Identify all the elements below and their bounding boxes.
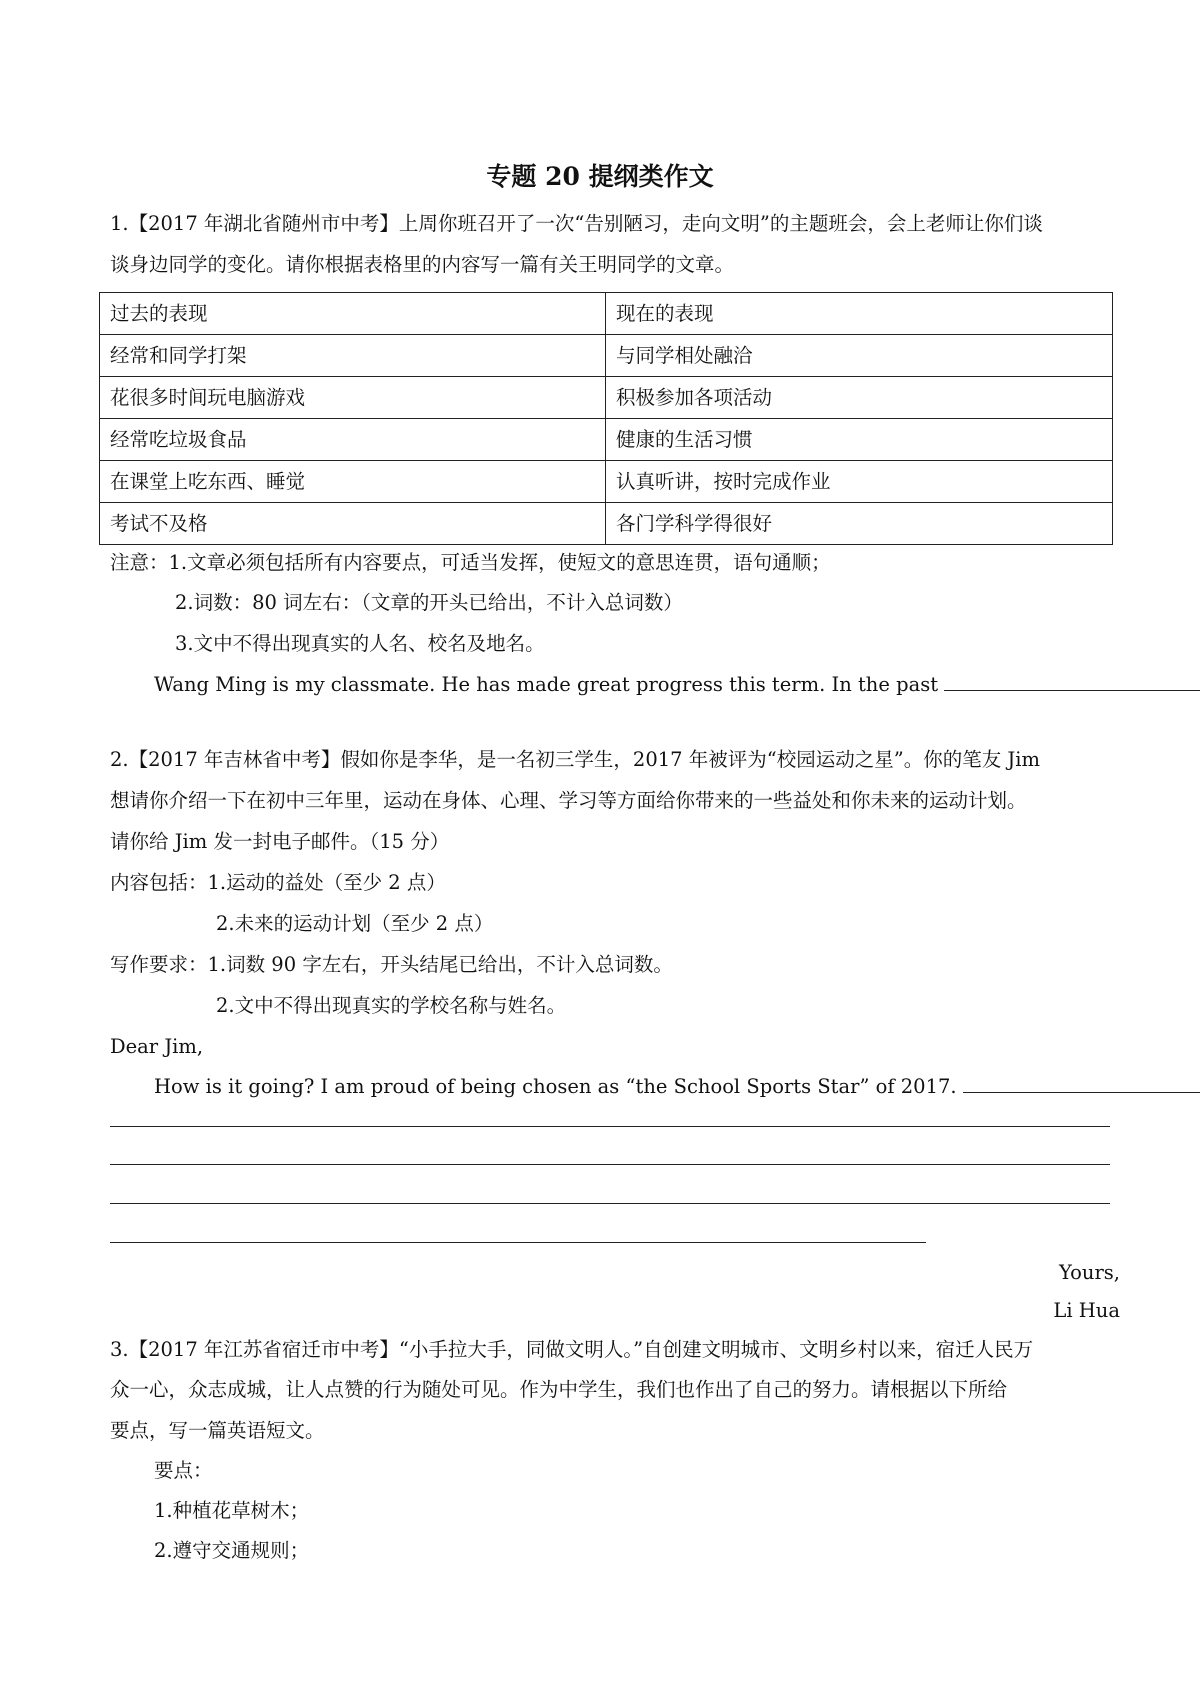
q2-content-2: 2.未来的运动计划（至少 2 点） — [216, 912, 494, 935]
q1-prompt-line-2: 谈身边同学的变化。请你根据表格里的内容写一篇有关王明同学的文章。 — [110, 253, 735, 276]
table-cell-past: 经常和同学打架 — [100, 335, 606, 377]
q2-prompt-line-3: 请你给 Jim 发一封电子邮件。（15 分） — [110, 830, 450, 853]
q1-starter-line — [154, 672, 1200, 698]
table-cell-past: 在课堂上吃东西、睡觉 — [100, 461, 606, 503]
table-cell-present: 健康的生活习惯 — [606, 419, 1113, 461]
answer-line[interactable] — [110, 1164, 1110, 1165]
table-row — [100, 419, 1113, 461]
q2-greeting: Dear Jim, — [110, 1035, 204, 1058]
q1-note-2: 2.词数：80 词左右：（文章的开头已给出，不计入总词数） — [175, 591, 683, 614]
answer-line[interactable] — [110, 1126, 1110, 1127]
q1-prompt-line-1: 1.【2017 年湖北省随州市中考】上周你班召开了一次“告别陋习，走向文明”的主题班会，会上老师让你们谈 — [110, 212, 1043, 235]
page-title: 专题 20 提纲类作文 — [486, 162, 714, 191]
table-cell-past: 考试不及格 — [100, 503, 606, 545]
q1-note-1: 注意：1.文章必须包括所有内容要点，可适当发挥，使短文的意思连贯，语句通顺； — [110, 551, 831, 574]
table-row — [100, 335, 1113, 377]
q3-point-2: 2.遵守交通规则； — [154, 1539, 310, 1562]
q2-requirement-2: 2.文中不得出现真实的学校名称与姓名。 — [216, 994, 567, 1017]
q2-content-1: 内容包括：1.运动的益处（至少 2 点） — [110, 871, 446, 894]
table-cell-present: 积极参加各项活动 — [606, 377, 1113, 419]
table-cell-present: 各门学科学得很好 — [606, 503, 1113, 545]
table-row — [100, 503, 1113, 545]
q2-signature: Li Hua — [1053, 1299, 1120, 1322]
q3-prompt-line-2: 众一心，众志成城，让人点赞的行为随处可见。作为中学生，我们也作出了自己的努力。请根据以下所给 — [110, 1378, 1008, 1401]
q2-opening-text: How is it going? I am proud of being chosen as “the School Sports Star” of 2017. — [154, 1075, 957, 1098]
answer-line[interactable] — [110, 1242, 926, 1243]
q2-opening-line — [154, 1074, 1200, 1100]
q1-comparison-table — [99, 292, 1113, 545]
q2-requirement-1: 写作要求：1.词数 90 字左右，开头结尾已给出，不计入总词数。 — [110, 953, 673, 976]
q2-closing: Yours, — [1058, 1261, 1120, 1284]
table-cell-past: 花很多时间玩电脑游戏 — [100, 377, 606, 419]
table-cell-past: 经常吃垃圾食品 — [100, 419, 606, 461]
q3-points-label: 要点： — [154, 1459, 213, 1482]
answer-blank[interactable] — [944, 690, 1200, 691]
q1-note-3: 3.文中不得出现真实的人名、校名及地名。 — [175, 632, 545, 655]
q3-prompt-line-3: 要点，写一篇英语短文。 — [110, 1419, 325, 1442]
q2-prompt-line-1: 2.【2017 年吉林省中考】假如你是李华，是一名初三学生，2017 年被评为“校园运动之星”。你的笔友 Jim — [110, 748, 1040, 771]
table-row — [100, 461, 1113, 503]
table-cell-present: 与同学相处融洽 — [606, 335, 1113, 377]
answer-blank[interactable] — [963, 1092, 1200, 1093]
q3-prompt-line-1: 3.【2017 年江苏省宿迁市中考】“小手拉大手，同做文明人。”自创建文明城市、文明乡村以来，宿迁人民万 — [110, 1338, 1034, 1361]
q3-point-1: 1.种植花草树木； — [154, 1499, 310, 1522]
table-header-row — [100, 293, 1113, 335]
table-cell-present: 认真听讲，按时完成作业 — [606, 461, 1113, 503]
answer-line[interactable] — [110, 1203, 1110, 1204]
table-header-present: 现在的表现 — [606, 293, 1113, 335]
q2-prompt-line-2: 想请你介绍一下在初中三年里，运动在身体、心理、学习等方面给你带来的一些益处和你未来的运动计划。 — [110, 789, 1027, 812]
table-row — [100, 377, 1113, 419]
q1-starter-text: Wang Ming is my classmate. He has made great progress this term. In the past — [154, 673, 939, 696]
table-header-past: 过去的表现 — [100, 293, 606, 335]
